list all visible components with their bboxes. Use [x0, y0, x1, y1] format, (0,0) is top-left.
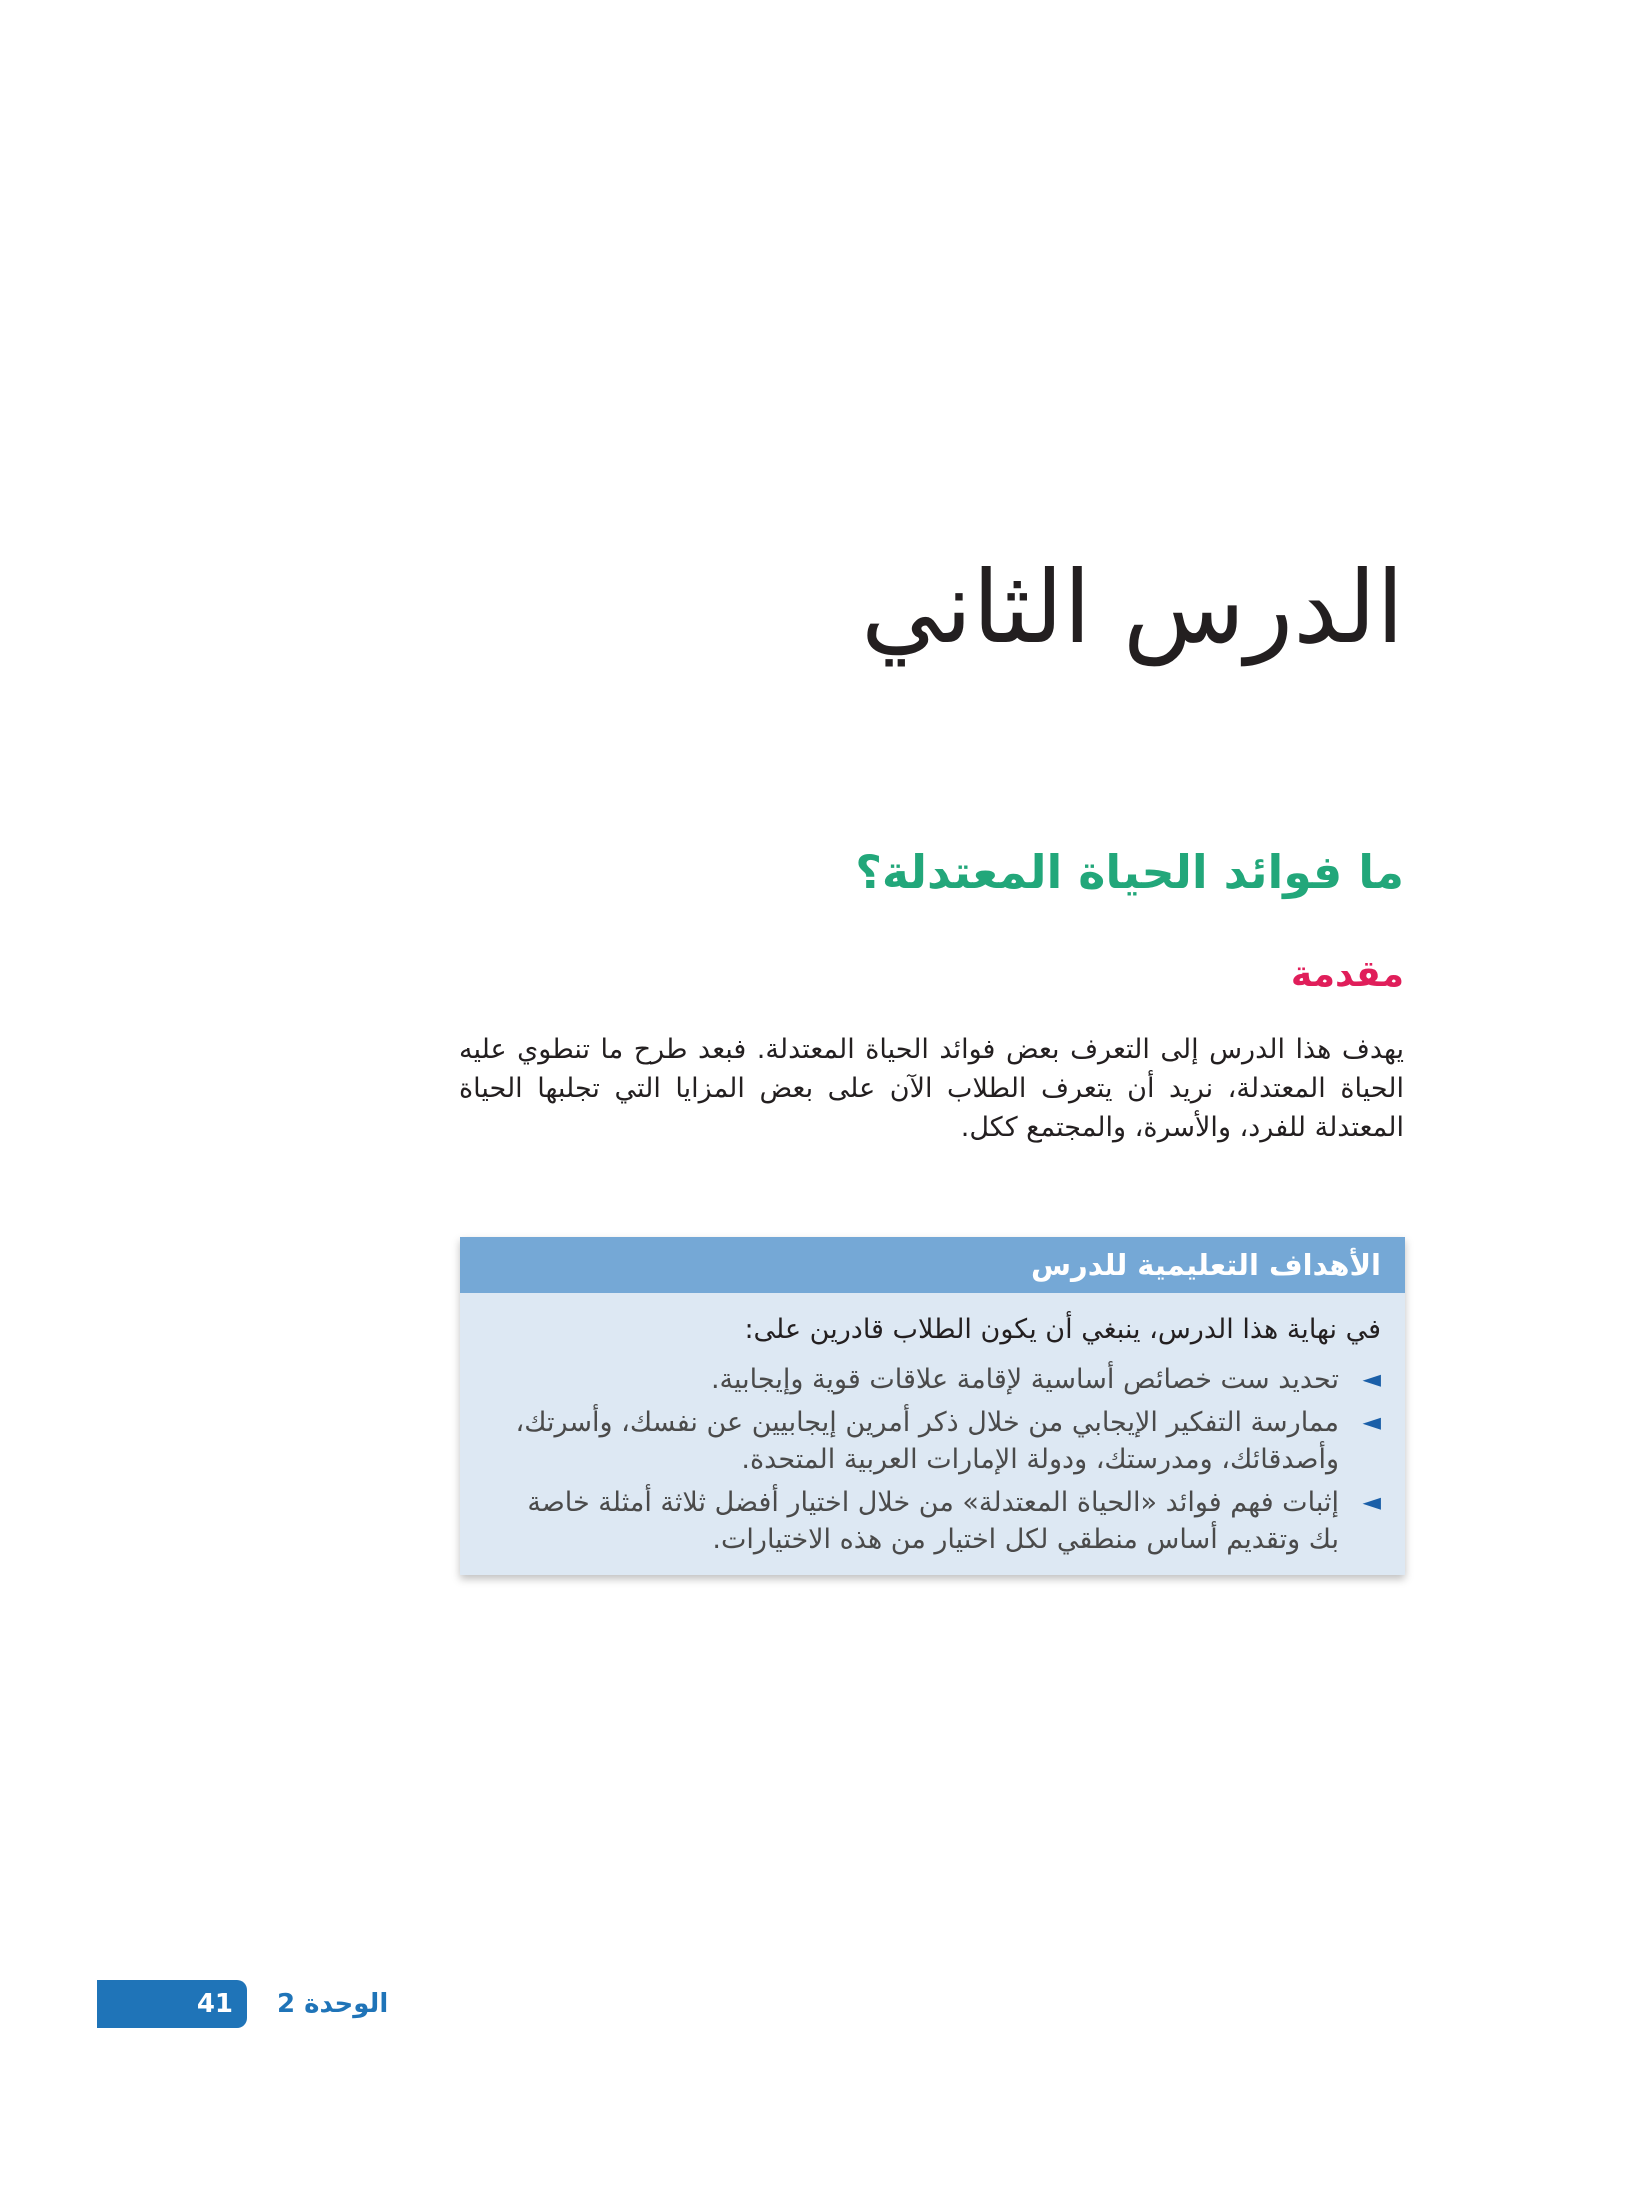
objective-text: تحديد ست خصائص أساسية لإقامة علاقات قوية وإيجابية. — [710, 1364, 1339, 1395]
lesson-title: الدرس الثاني — [861, 549, 1404, 666]
bullet-arrow-icon: ◄ — [1362, 1408, 1381, 1436]
intro-heading: مقدمة — [1290, 954, 1404, 995]
objectives-intro: في نهاية هذا الدرس، ينبغي أن يكون الطلاب قادرين على: — [744, 1314, 1381, 1345]
objectives-header: الأهداف التعليمية للدرس — [460, 1237, 1405, 1293]
objective-text: ممارسة التفكير الإيجابي من خلال ذكر أمرين إيجابيين عن نفسك، وأسرتك، وأصدقائك، ومدرستك، ودولة الإمارات العربية المتحدة. — [515, 1407, 1339, 1475]
objective-item — [500, 1404, 1381, 1478]
page-number-tab — [97, 1980, 247, 2028]
bullet-arrow-icon: ◄ — [1362, 1365, 1381, 1393]
learning-objectives-box — [460, 1237, 1405, 1575]
main-question-heading: ما فوائد الحياة المعتدلة؟ — [855, 845, 1404, 899]
objective-item — [500, 1484, 1381, 1558]
page-number: 41 — [196, 1989, 233, 2019]
intro-paragraph: يهدف هذا الدرس إلى التعرف بعض فوائد الحياة المعتدلة. فبعد طرح ما تنطوي عليه الحياة المعتدلة، نريد أن يتعرف الطلاب الآن على بعض المزايا التي تجلبها الحياة المعتدلة للفرد، والأسرة، والمجتمع ككل. — [459, 1034, 1404, 1143]
unit-label: الوحدة 2 — [277, 1989, 389, 2019]
objective-text: إثبات فهم فوائد «الحياة المعتدلة» من خلال اختيار أفضل ثلاثة أمثلة خاصة بك وتقديم أساس منطقي لكل اختيار من هذه الاختيارات. — [527, 1487, 1339, 1555]
objectives-list — [460, 1361, 1405, 1558]
bullet-arrow-icon: ◄ — [1362, 1488, 1381, 1516]
objective-item — [500, 1361, 1381, 1398]
